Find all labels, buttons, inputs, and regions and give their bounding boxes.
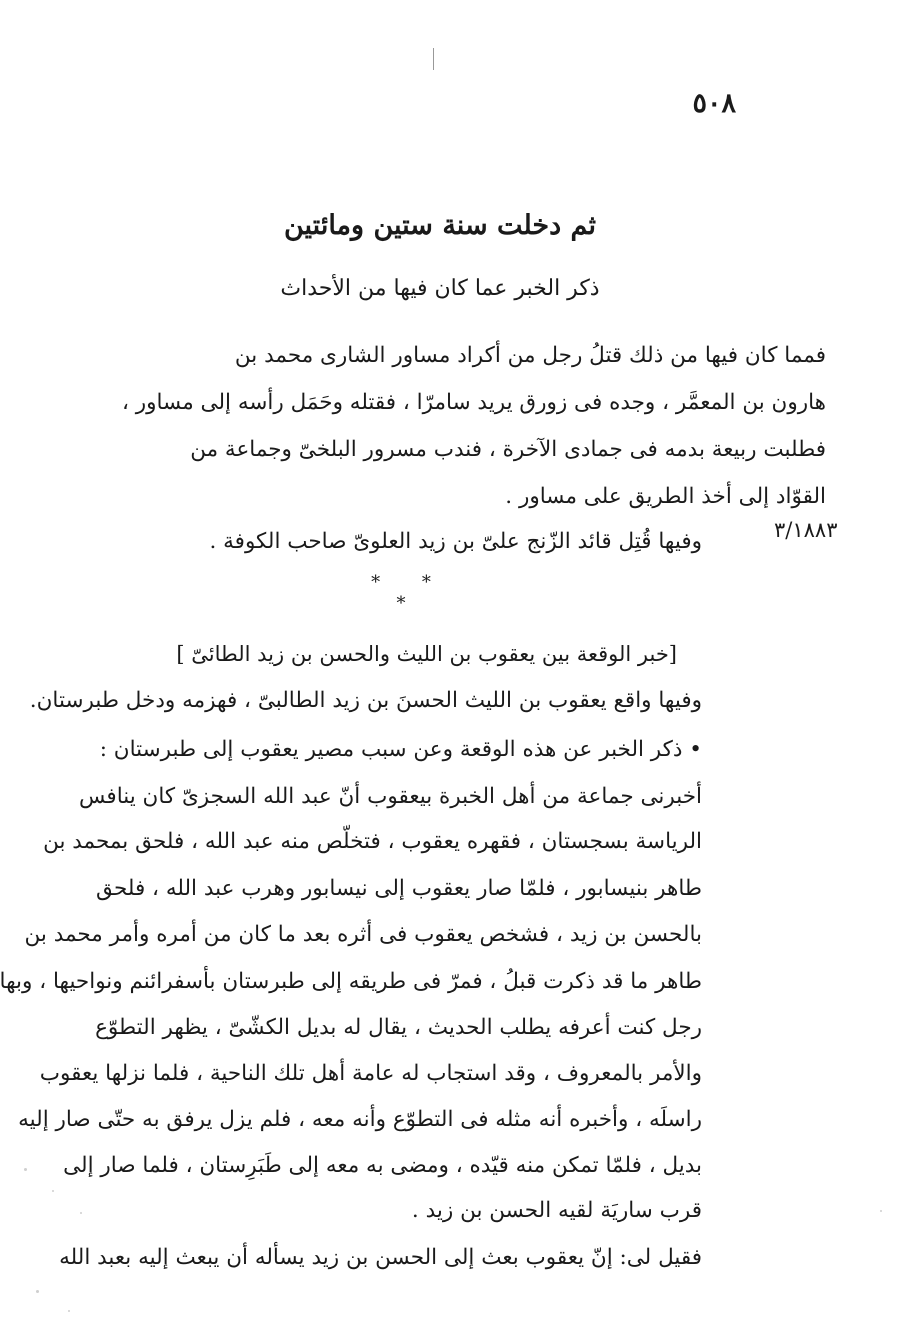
section-subtitle: ذكر الخبر عما كان فيها من الأحداث xyxy=(280,276,600,301)
paragraph-line: فقيل لى: إنّ يعقوب بعث إلى الحسن بن زيد يسأله أن يبعث إليه بعبد الله xyxy=(59,1245,702,1270)
bracketed-heading: [خبر الوقعة بين يعقوب بن الليث والحسن بن زيد الطائىّ ] xyxy=(176,642,677,666)
paragraph-line: وفيها واقع يعقوب بن الليث الحسنَ بن زيد الطالبىّ ، فهزمه ودخل طبرستان. xyxy=(29,688,702,713)
page-number: ٥٠٨ xyxy=(692,88,736,119)
paragraph-line: بديل ، فلمّا تمكن منه قيّده ، ومضى به معه إلى طَبَرِستان ، فلما صار إلى xyxy=(63,1153,702,1178)
paragraph-line: والأمر بالمعروف ، وقد استجاب له عامة أهل تلك الناحية ، فلما نزلها يعقوب xyxy=(39,1061,702,1086)
paragraph-line: طاهر بنيسابور ، فلمّا صار يعقوب إلى نيسابور وهرب عبد الله ، فلحق xyxy=(96,876,702,901)
paragraph-line: وفيها قُتِل قائد الزّنج علىّ بن زيد العلوىّ صاحب الكوفة . xyxy=(209,529,702,554)
paragraph-line: راسلَه ، وأخبره أنه مثله فى التطوّع وأنه معه ، فلم يزل يرفق به حتّى صار إليه xyxy=(18,1107,702,1132)
scan-speck xyxy=(24,1168,27,1171)
section-separator: * * * xyxy=(371,572,449,614)
paragraph-line: قرب ساريَة لقيه الحسن بن زيد . xyxy=(411,1198,702,1223)
paragraph-line: طاهر ما قد ذكرت قبلُ ، فمرّ فى طريقه إلى طبرستان بأسفرائنم ونواحيها ، وبها xyxy=(0,969,702,994)
paragraph-line: هارون بن المعمَّر ، وجده فى زورق يريد سامرّا ، فقتله وحَمَل رأسه إلى مساور ، xyxy=(121,390,826,415)
paragraph-line: فمما كان فيها من ذلك قتلُ رجل من أكراد مساور الشارى محمد بن xyxy=(234,343,826,368)
scan-speck xyxy=(80,1212,82,1214)
margin-reference: ٣/١٨٨٣ xyxy=(774,518,838,542)
paragraph-line: فطلبت ربيعة بدمه فى جمادى الآخرة ، فندب مسرور البلخىّ وجماعة من xyxy=(190,437,826,462)
scan-speck xyxy=(68,1310,70,1312)
scan-speck xyxy=(880,1210,882,1212)
paragraph-line: بالحسن بن زيد ، فشخص يعقوب فى أثره بعد ما كان من أمره وأمر محمد بن xyxy=(24,922,702,947)
paragraph-line: رجل كنت أعرفه يطلب الحديث ، يقال له بديل الكشّىّ ، يظهر التطوّع xyxy=(95,1015,702,1040)
paragraph-line: • ذكر الخبر عن هذه الوقعة وعن سبب مصير يعقوب إلى طبرستان : xyxy=(99,737,702,762)
page-crease-mark xyxy=(433,48,434,70)
paragraph-line: أخبرنى جماعة من أهل الخبرة بيعقوب أنّ عبد الله السجزىّ كان ينافس xyxy=(79,784,702,809)
section-title: ثم دخلت سنة ستين ومائتين xyxy=(283,210,597,241)
paragraph-line: الرياسة بسجستان ، فقهره يعقوب ، فتخلّص منه عبد الله ، فلحق بمحمد بن xyxy=(43,829,702,854)
scan-speck xyxy=(52,1190,54,1192)
scan-speck xyxy=(36,1290,39,1293)
paragraph-line: القوّاد إلى أخذ الطريق على مساور . xyxy=(505,484,826,509)
